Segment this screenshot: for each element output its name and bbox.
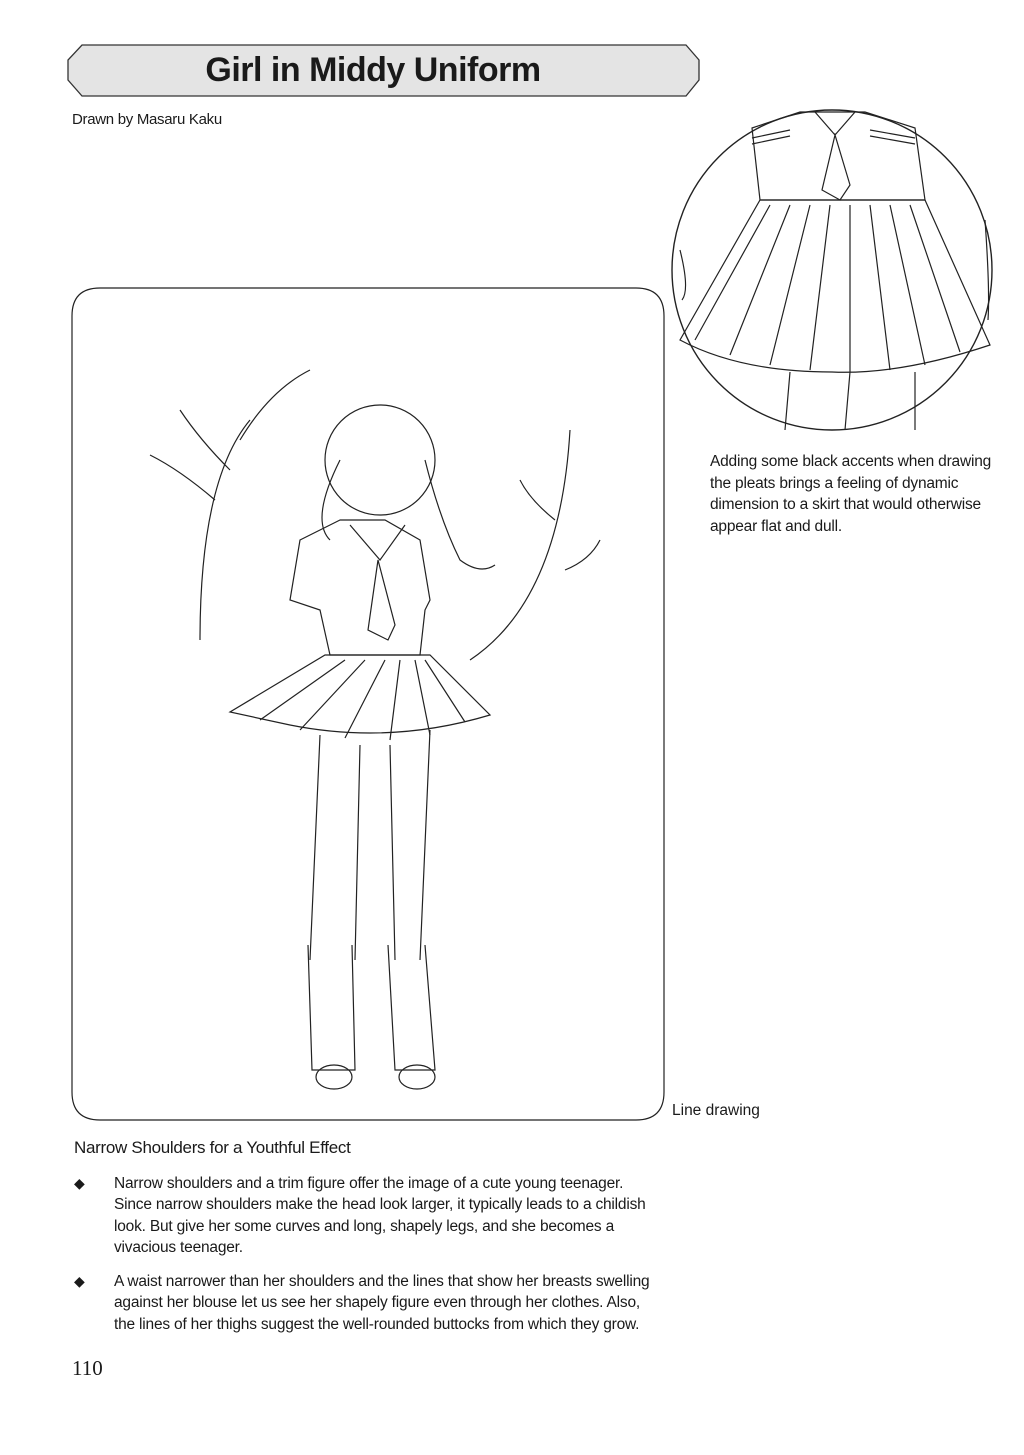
inset-caption: Adding some black accents when drawing the pleats brings a feeling of dynamic dimension to a skirt that would otherwise appear flat and dull. [710, 453, 992, 535]
bullet-text: A waist narrower than her shoulders and the lines that show her breasts swelling against her blouse let us see her shapely figure even through her clothes. Also, the lines of her thighs suggest the well-rounded buttocks from which they grow. [114, 1273, 650, 1333]
page-title: Girl in Middy Uniform [205, 51, 541, 89]
section-heading: Narrow Shoulders for a Youthful Effect [74, 1138, 351, 1157]
bullet-item [74, 1173, 654, 1258]
bullet-text: Narrow shoulders and a trim figure offer the image of a cute young teenager. Since narrow shoulders make the head look larger, it typically leads to a childish look. But give her some curves and long, shapely legs, and she becomes a vivacious teenager. [114, 1175, 646, 1256]
diamond-bullet-icon: ◆ [74, 1273, 85, 1289]
skirt-detail-inset [672, 110, 992, 430]
artist-credit: Drawn by Masaru Kaku [72, 111, 222, 128]
line-drawing-frame [72, 288, 664, 1120]
bullet-item [74, 1271, 654, 1335]
diamond-bullet-icon: ◆ [74, 1175, 85, 1191]
page-number: 110 [72, 1356, 103, 1380]
frame-label: Line drawing [672, 1102, 760, 1119]
